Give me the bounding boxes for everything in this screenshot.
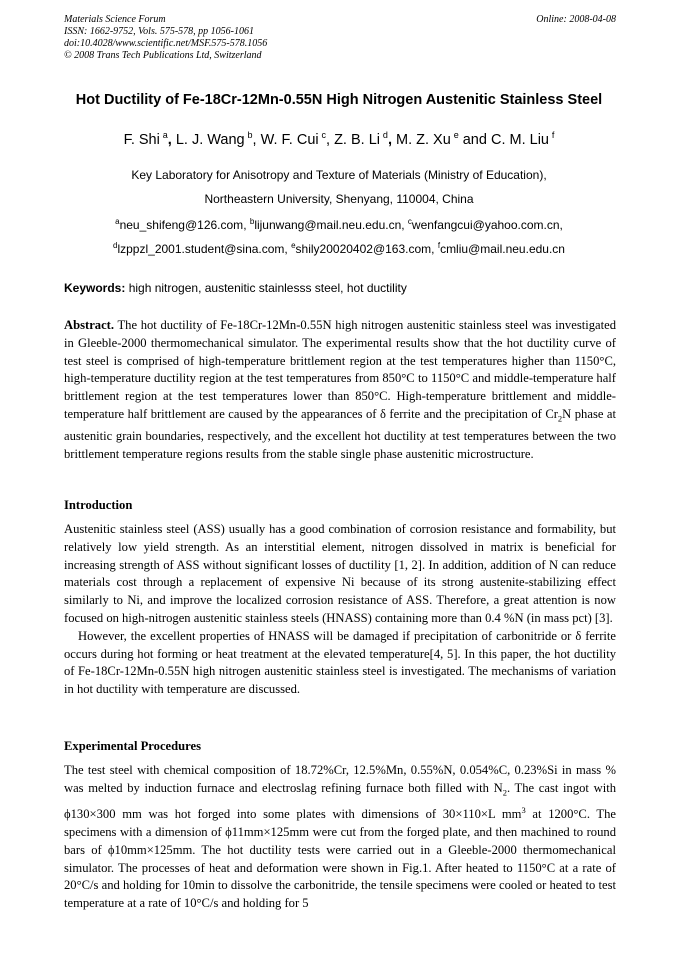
online-date: Online: 2008-04-08 (536, 14, 616, 25)
keywords (64, 281, 616, 295)
experimental-body (64, 762, 616, 913)
email-line-1: $^a$neu_shifeng@126.com, $^b$lijunwang@mail.neu.edu.cn, $^c$wenfangcui@yahoo.com.cn, (115, 217, 563, 232)
author-affil-mark: d (382, 130, 388, 140)
paper-title: Hot Ductility of Fe-18Cr-12Mn-0.55N High Nitrogen Austenitic Stainless Steel (75, 92, 603, 108)
author-name: W. F. Cui (260, 131, 319, 148)
affiliation-line-1: Key Laboratory for Anisotropy and Texture of Materials (Ministry of Education), (131, 168, 547, 182)
journal-name: Materials Science Forum (64, 14, 166, 25)
email-f[interactable]: cmliu@mail.neu.edu.cn (440, 242, 565, 256)
intro-paragraph-1: Austenitic stainless steel (ASS) usually has a good combination of corrosion resistance and formability, but relatively low yield strength. As an interstitial element, nitrogen dissolved in matrix is beneficial for increasing strength of ASS without significant losses of ductility [1, 2]. In addition, addition of N can reduce materials cost through a replacement of expensive Ni because of its strong austenite-stabilizing effect similarly to Ni, and improve the localized corrosion resistance of ASS. Therefore, a great attention is now focused on high-nitrogen austenitic stainless steels (HNASS) containing more than 0.4 %N (in mass pct) [3]. (64, 522, 616, 625)
copyright-line: © 2008 Trans Tech Publications Ltd, Switzerland (64, 50, 262, 61)
author-affil-mark: f (551, 130, 555, 140)
experimental-heading: Experimental Procedures (64, 739, 201, 753)
email-d[interactable]: lzppzl_2001.student@sina.com (117, 242, 285, 256)
email-line-2: $^d$lzppzl_2001.student@sina.com, $^e$shily20020402@163.com, $^f$cmliu@mail.neu.edu.cn (113, 241, 565, 256)
author-name: F. Shi (123, 131, 160, 148)
author-name: C. M. Liu (490, 131, 549, 148)
abstract: Abstract. The hot ductility of Fe-18Cr-12Mn-0.55N high nitrogen austenitic stainless steel was investigated in Gleeble-2000 thermomechanical simulator. The experimental results show that the hot ductility curve of test steel is comprised of high-temperature brittlement region at the test temperatures higher than 1150°C, high-temperature ductility region at the test temperatures from 850°C to 1150°C and middle-temperature half brittlement region at the test temperatures lower than 850°C. High-temperature brittlement and middle-temperature half brittlement are caused by the appearances of δ ferrite and the precipitation of $Cr_2N$ phase at austenitic grain boundaries, respectively, and the excellent hot ductility at test temperatures between the two brittlement temperature regions results from the stable single phase austenitic microstructure. (64, 318, 617, 462)
author-affil-mark: c (321, 130, 327, 140)
author-name: L. J. Wang (175, 131, 245, 148)
author-list: F. Shi $^a$, L. J. Wang $^b$, W. F. Cui $^c$, Z. B. Li $^d$, M. Z. Xu $^e$ and C. M. Liu $^f$ (123, 130, 555, 148)
author-affil-mark: e (453, 130, 459, 140)
keywords-text: high nitrogen, austenitic stainlesss steel, hot ductility (125, 281, 407, 295)
introduction-heading: Introduction (64, 498, 133, 512)
author-affil-mark: b (247, 130, 253, 140)
email-c[interactable]: wenfangcui@yahoo.com.cn (411, 218, 560, 232)
intro-paragraph-2: However, the excellent properties of HNASS will be damaged if precipitation of carbonitride or δ ferrite occurs during hot forming or heat treatment at the elevated temperature[4, 5]. In this paper, the hot ductility of Fe-18Cr-12Mn-0.55N high nitrogen austenitic stainless steel is investigated. The mechanisms of variation in hot ductility with temperature are discussed. (64, 628, 616, 697)
introduction-body (64, 521, 616, 699)
experimental-paragraph-1: The test steel with chemical composition of 18.72%Cr, 12.5%Mn, 0.55%N, 0.054%C, 0.23%Si in mass % was melted by induction furnace and electroslag refining furnace both filled with $N_2$. The cast ingot with ϕ130×300 mm was hot forged into some plates with dimensions of 30×110×L $mm^3$ at 1200°C. The specimens with a dimension of ϕ11mm×125mm were cut from the forged plate, and then machined to round bars of ϕ10mm×125mm. The hot ductility tests were carried out in a Gleeble-2000 thermomechanical simulator. The processes of heat and deformation were shown in Fig.1. After heated to 1150°C at a rate of 20°C/s and holding for 10min to dissolve the carbonitride, the tensile specimens were cooled or heated to test temperature at a rate of 10°C/s and holding for 5 (64, 763, 616, 911)
abstract-label: Abstract. (64, 318, 115, 332)
author-name: Z. B. Li (334, 131, 381, 148)
email-b[interactable]: lijunwang@mail.neu.edu.cn (254, 218, 402, 232)
affiliation-line-2: Northeastern University, Shenyang, 110004, China (204, 192, 474, 206)
email-a[interactable]: neu_shifeng@126.com (119, 218, 244, 232)
journal-header (64, 14, 616, 62)
email-e[interactable]: shily20020402@163.com (295, 242, 432, 256)
abstract-text: The hot ductility of Fe-18Cr-12Mn-0.55N high nitrogen austenitic stainless steel was investigated in Gleeble-2000 thermomechanical simulator. The experimental results show that the hot ductility curve of test steel is comprised of high-temperature brittlement region at the test temperatures higher than 1150°C, high-temperature ductility region at the test temperatures from 850°C to 1150°C and middle-temperature half brittlement region at the test temperatures lower than 850°C. High-temperature brittlement and middle-temperature half brittlement are caused by the appearances of δ ferrite and the precipitation of Cr (64, 318, 616, 421)
keywords-label: Keywords: (64, 281, 126, 295)
issn-line: ISSN: 1662-9752, Vols. 575-578, pp 1056-1061 (64, 26, 254, 37)
author-name: M. Z. Xu (396, 131, 451, 148)
author-affil-mark: a (162, 130, 168, 140)
doi-line: doi:10.4028/www.scientific.net/MSF.575-578.1056 (64, 38, 268, 49)
